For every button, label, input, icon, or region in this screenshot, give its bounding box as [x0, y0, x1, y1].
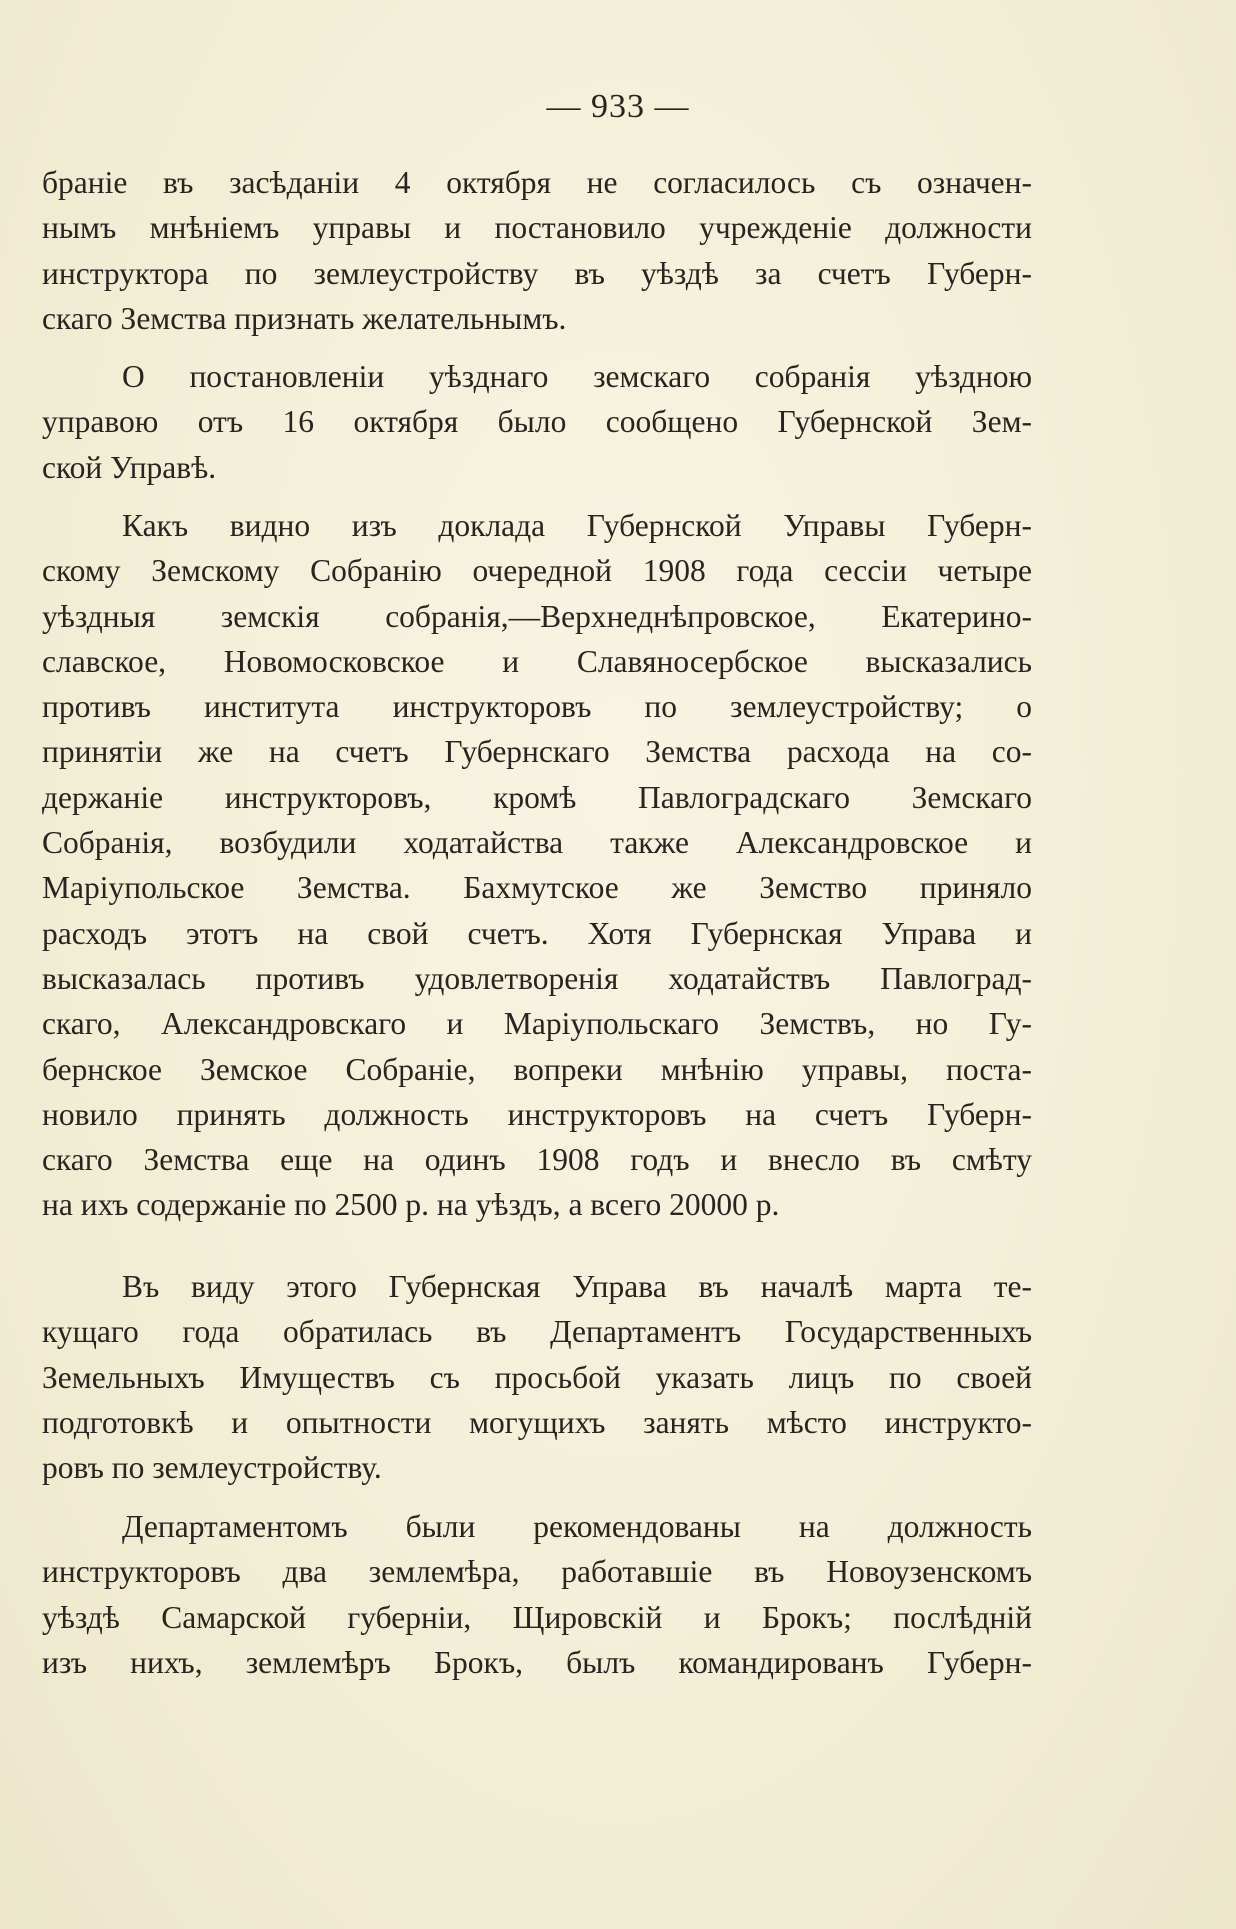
page-number: — 933 —	[546, 88, 690, 125]
text-line: Земельныхъ Имуществъ съ просьбой указать лицъ по своей	[42, 1359, 1032, 1395]
paragraph-4	[42, 1264, 1032, 1490]
text-line: уѣздѣ Самарской губерніи, Щировскій и Брокъ; послѣдній	[42, 1599, 1032, 1635]
text-line: новило принять должность инструкторовъ на счетъ Губерн-	[42, 1096, 1032, 1132]
text-line: Маріупольское Земства. Бахмутское же Земство приняло	[42, 870, 1032, 906]
text-line: ской Управѣ.	[42, 449, 217, 485]
text-line: управою отъ 16 октября было сообщено Губернской Зем-	[42, 404, 1032, 440]
text-line: Департаментомъ были рекомендованы на должность	[122, 1509, 1032, 1544]
text-line: уѣздныя земскія собранія,—Верхнеднѣпровское, Екатерино-	[42, 598, 1032, 634]
text-line: противъ института инструкторовъ по землеустройству; о	[42, 689, 1032, 725]
text-line: славское, Новомосковское и Славяносербское высказались	[42, 643, 1032, 679]
paragraph-2	[42, 354, 1032, 490]
text-line: браніе въ засѣданіи 4 октября не согласилось съ означен-	[42, 165, 1032, 200]
text-line: на ихъ содержаніе по 2500 р. на уѣздъ, а всего 20000 р.	[42, 1187, 780, 1223]
paragraph-3	[42, 503, 1032, 1228]
text-line: ровъ по землеустройству.	[42, 1450, 382, 1486]
text-line: бернское Земское Собраніе, вопреки мнѣнію управы, поста-	[42, 1051, 1032, 1087]
paragraph-5	[42, 1504, 1032, 1685]
text-line: принятіи же на счетъ Губернскаго Земства расхода на со-	[42, 734, 1032, 770]
paragraph-1	[42, 160, 1032, 341]
text-line: Собранія, возбудили ходатайства также Александровское и	[42, 825, 1032, 861]
text-line: высказалась противъ удовлетворенія ходатайствъ Павлоград-	[42, 960, 1032, 996]
text-line: О постановленіи уѣзднаго земскаго собранія уѣздною	[122, 359, 1032, 394]
text-line: скаго, Александровскаго и Маріупольскаго Земствъ, но Гу-	[42, 1006, 1032, 1042]
text-line: скому Земскому Собранію очередной 1908 года сессіи четыре	[42, 553, 1032, 589]
text-line: инструкторовъ два землемѣра, работавшіе въ Новоузенскомъ	[42, 1554, 1032, 1590]
text-line: инструктора по землеустройству въ уѣздѣ за счетъ Губерн-	[42, 255, 1032, 291]
text-line: скаго Земства еще на одинъ 1908 годъ и внесло въ смѣту	[42, 1142, 1032, 1178]
text-line: Въ виду этого Губернская Управа въ началѣ марта те-	[122, 1269, 1032, 1304]
text-line: подготовкѣ и опытности могущихъ занять мѣсто инструкто-	[42, 1404, 1032, 1440]
text-line: держаніе инструкторовъ, кромѣ Павлоградскаго Земскаго	[42, 779, 1032, 815]
text-line: нымъ мнѣніемъ управы и постановило учрежденіе должности	[42, 210, 1032, 246]
text-line: кущаго года обратилась въ Департаментъ Государственныхъ	[42, 1314, 1032, 1350]
text-line: Какъ видно изъ доклада Губернской Управы Губерн-	[122, 508, 1032, 543]
text-line: расходъ этотъ на свой счетъ. Хотя Губернская Управа и	[42, 915, 1032, 951]
text-line: изъ нихъ, землемѣръ Брокъ, былъ командированъ Губерн-	[42, 1644, 1032, 1680]
text-line: скаго Земства признать желательнымъ.	[42, 300, 567, 336]
